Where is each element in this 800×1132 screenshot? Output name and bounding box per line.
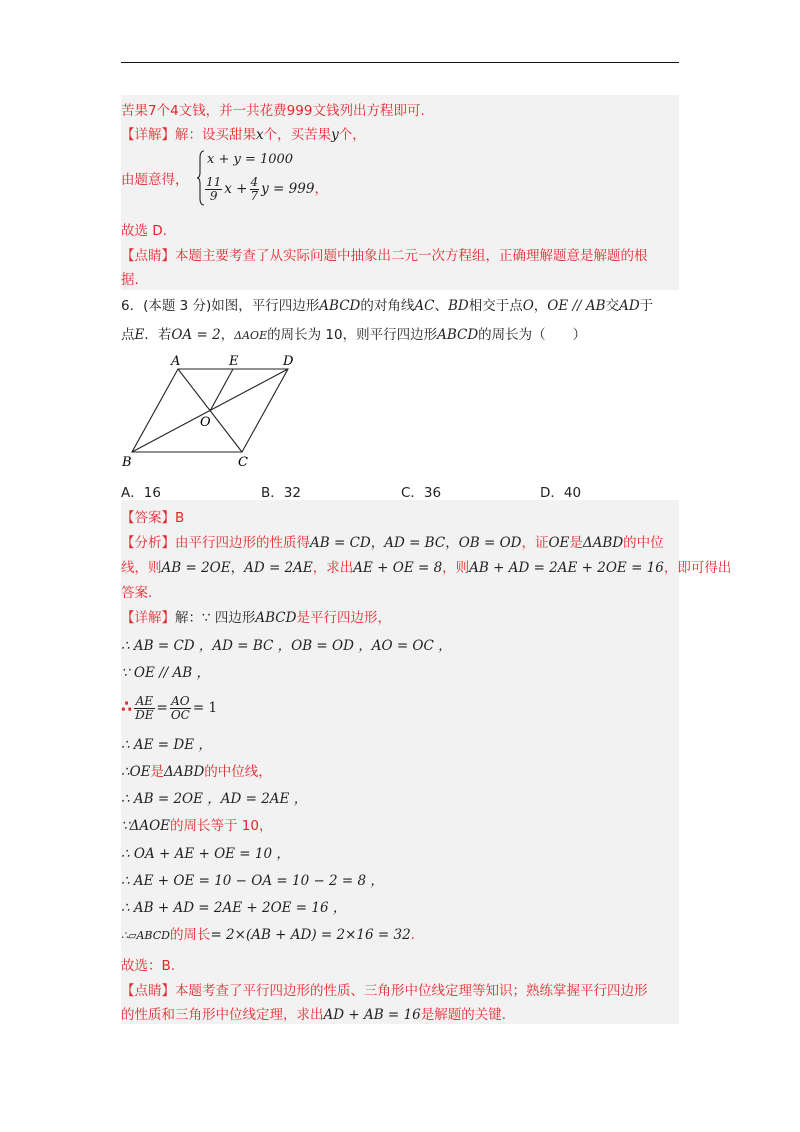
detail-line3: ∵ OE // AB ， bbox=[121, 665, 210, 681]
fraction-ao-oc: $\frac{AO}{OC}$ bbox=[170, 693, 190, 722]
comment-tag: 【点睛】 bbox=[121, 983, 175, 999]
q6-text: 交 bbox=[605, 298, 620, 314]
math-oa2: OA = 2 bbox=[171, 327, 221, 343]
detail-text: 是 bbox=[150, 764, 165, 780]
equation-1: x + y = 1000 bbox=[207, 152, 294, 167]
q6-text: 、 bbox=[434, 298, 448, 314]
eq-end: = 1 bbox=[192, 700, 218, 716]
analysis-text: 的中位 bbox=[623, 535, 664, 551]
sol5-choice: 故选 D. bbox=[121, 223, 167, 239]
math: ΔABD bbox=[582, 535, 624, 551]
comment-line1 bbox=[121, 982, 648, 1000]
comment-tag: 【点睛】 bbox=[121, 248, 175, 264]
analysis-text: ， bbox=[230, 560, 245, 576]
fraction-ae-de: $\frac{AE}{DE}$ bbox=[135, 693, 154, 722]
option-a[interactable]: A．16 bbox=[121, 485, 161, 501]
q6-text: 于 bbox=[639, 298, 654, 314]
detail-text: 的周长 bbox=[169, 927, 211, 943]
detail-choice: 故选：B. bbox=[121, 958, 176, 974]
detail-line1 bbox=[121, 609, 391, 627]
q6-text: 的对角线 bbox=[360, 298, 415, 314]
detail-text: 个，买苦果 bbox=[263, 127, 332, 143]
math: ABCD bbox=[255, 610, 297, 626]
analysis-line2 bbox=[121, 559, 731, 577]
eq2-mid: x + bbox=[224, 181, 248, 197]
detail-text: 的中位线， bbox=[204, 764, 272, 780]
math-tri-aoe: ΔAOE bbox=[234, 329, 268, 342]
option-c[interactable]: C．36 bbox=[401, 485, 442, 501]
analysis-text: ， bbox=[445, 535, 459, 551]
math-abcd: ABCD bbox=[437, 327, 479, 343]
detail-line7: ∴ AB = 2OE ，AD = 2AE ， bbox=[121, 791, 308, 807]
detail-line2: ∴ AB = CD ，AD = BC ，OB = OD ，AO = OC ， bbox=[121, 638, 452, 654]
detail-text: 的周长等于 10， bbox=[170, 818, 273, 834]
because: ∵ bbox=[121, 818, 130, 834]
detail-text: 个， bbox=[338, 127, 366, 143]
q6-line1 bbox=[121, 297, 653, 315]
detail-line5: ∴ AE = DE ， bbox=[121, 737, 212, 753]
analysis-text: ，即可得出 bbox=[663, 560, 732, 576]
math-e: E bbox=[134, 327, 145, 343]
therefore-symbol: ∴ bbox=[121, 697, 133, 716]
analysis-text: ，求出 bbox=[312, 560, 354, 576]
detail-text: 解：∵ 四边形 bbox=[175, 610, 256, 626]
answer-line bbox=[121, 509, 184, 527]
detail-line9: ∴ OA + AE + OE = 10 ， bbox=[121, 846, 290, 862]
math: AD + AB = 16 bbox=[323, 1007, 421, 1023]
math: ΔAOE bbox=[129, 818, 171, 834]
label-e: E bbox=[229, 354, 239, 369]
comment-text: 的性质和三角形中位线定理，求出 bbox=[121, 1007, 324, 1023]
answer-tag: 【答案】 bbox=[121, 510, 175, 526]
analysis-text: 由平行四边形的性质得 bbox=[175, 535, 310, 551]
q6-text: ．若 bbox=[144, 327, 172, 343]
fraction-11-9: $\frac{11}{9}$ bbox=[206, 174, 222, 203]
var-x: x bbox=[256, 127, 264, 143]
sol5-line1: 苦果7个4文钱，并一共花费999文钱列出方程即可. bbox=[121, 103, 425, 119]
var-y: y bbox=[331, 127, 339, 143]
analysis-text: ，则 bbox=[442, 560, 470, 576]
option-b[interactable]: B．32 bbox=[261, 485, 301, 501]
comment-text: 是解题的关键. bbox=[420, 1007, 507, 1023]
q6-line2 bbox=[121, 326, 586, 345]
therefore: ∴ bbox=[121, 764, 130, 780]
math: AB = 2OE bbox=[161, 560, 231, 576]
sol5-comment-2: 据. bbox=[121, 272, 139, 288]
eq2-end: y = 999 bbox=[261, 181, 315, 197]
math-ac: AC bbox=[414, 298, 435, 314]
math-oe-ab: OE // AB bbox=[547, 298, 606, 314]
q6-text: 相交于点 bbox=[468, 298, 523, 314]
label-c: C bbox=[238, 455, 248, 470]
analysis-line3: 答案. bbox=[121, 585, 153, 601]
analysis-text: ， bbox=[370, 535, 385, 551]
math: OE bbox=[548, 535, 570, 551]
detail-line8 bbox=[121, 817, 273, 835]
detail-line4: ∴ $\frac{AE}{DE}$ = $\frac{AO}{OC}$ = 1 bbox=[121, 693, 218, 722]
math: OB = OD bbox=[458, 535, 522, 551]
comment-text: 本题主要考查了从实际问题中抽象出二元一次方程组，正确理解题意是解题的根 bbox=[175, 248, 648, 264]
label-o: O bbox=[200, 415, 211, 430]
q6-text: 点 bbox=[121, 327, 135, 343]
math-bd: BD bbox=[447, 298, 469, 314]
math-o: O bbox=[522, 298, 534, 314]
eq-comma: ， bbox=[314, 181, 328, 197]
sol5-comment-1 bbox=[121, 247, 648, 265]
math: AB = CD bbox=[310, 535, 371, 551]
detail-line6 bbox=[121, 763, 272, 781]
solution6-highlight bbox=[121, 500, 679, 1024]
q6-text: 的周长为 10，则平行四边形 bbox=[267, 327, 438, 343]
q6-text: 6．(本题 3 分)如图，平行四边形 bbox=[121, 298, 320, 314]
option-d[interactable]: D．40 bbox=[540, 485, 582, 501]
analysis-text: 线，则 bbox=[121, 560, 162, 576]
label-d: D bbox=[283, 354, 294, 369]
math: AE + OE = 8 bbox=[353, 560, 443, 576]
comment-text: 本题考查了平行四边形的性质、三角形中位线定理等知识；熟练掌握平行四边形 bbox=[175, 983, 648, 999]
label-a: A bbox=[171, 354, 181, 369]
math: OE bbox=[129, 764, 151, 780]
label-b: B bbox=[122, 455, 132, 470]
fraction-4-7: $\frac{4}{7}$ bbox=[250, 174, 259, 203]
math: ΔABD bbox=[164, 764, 205, 780]
math: AD = BC bbox=[384, 535, 446, 551]
analysis-text: 是 bbox=[569, 535, 583, 551]
q6-text: 的周长为（ ） bbox=[478, 327, 587, 343]
math: ∴▱ABCD bbox=[121, 929, 170, 942]
math-abcd: ABCD bbox=[319, 298, 361, 314]
equation-2 bbox=[203, 174, 328, 204]
system-intro: 由题意得， bbox=[121, 172, 189, 188]
detail-line10: ∴ AE + OE = 10 − OA = 10 − 2 = 8 ， bbox=[121, 873, 384, 889]
q6-text: ， bbox=[533, 298, 548, 314]
detail-line11: ∴ AB + AD = 2AE + 2OE = 16 ， bbox=[121, 900, 347, 916]
math: AD = 2AE bbox=[244, 560, 313, 576]
detail-text: 是平行四边形， bbox=[296, 610, 391, 626]
parallelogram-figure bbox=[118, 352, 308, 472]
analysis-tag: 【分析】 bbox=[121, 535, 175, 551]
q6-text: ， bbox=[220, 327, 235, 343]
detail-line12 bbox=[121, 926, 415, 945]
detail-tag: 【详解】 bbox=[121, 610, 175, 626]
header-rule bbox=[121, 62, 679, 63]
comment-line2 bbox=[121, 1006, 506, 1024]
answer-value: B bbox=[175, 510, 185, 526]
sol5-detail bbox=[121, 126, 366, 144]
detail-text: 解：设买甜果 bbox=[175, 127, 256, 143]
detail-text: . bbox=[410, 927, 415, 943]
analysis-text: ，证 bbox=[521, 535, 549, 551]
math-ad: AD bbox=[619, 298, 640, 314]
math: AB + AD = 2AE + 2OE = 16 bbox=[469, 560, 664, 576]
analysis-line1 bbox=[121, 534, 664, 552]
detail-tag: 【详解】 bbox=[121, 127, 175, 143]
math: = 2×(AB + AD) = 2×16 = 32 bbox=[210, 927, 411, 943]
